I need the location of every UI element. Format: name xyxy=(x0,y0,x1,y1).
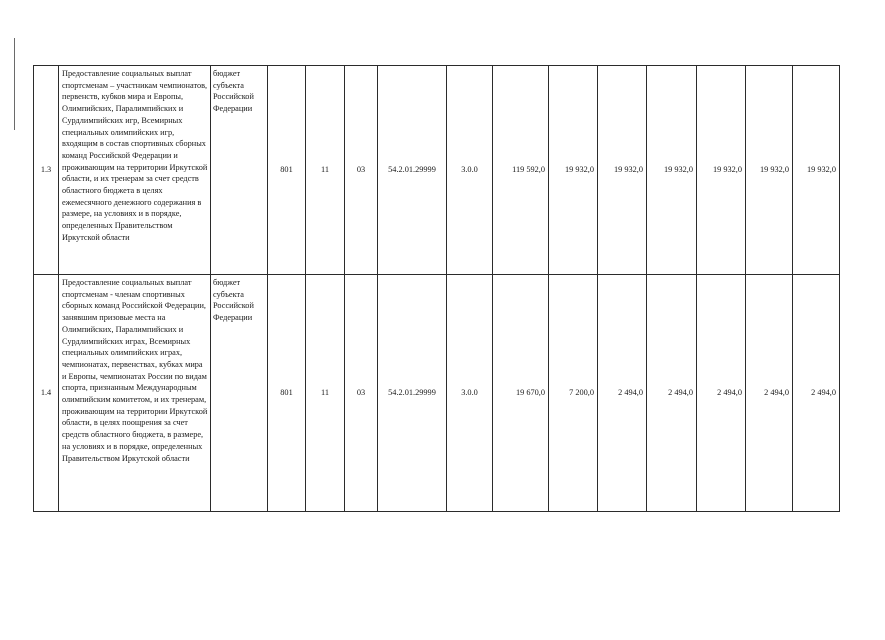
target-article-code: 54.2.01.29999 xyxy=(378,66,447,275)
year-amount-5: 2 494,0 xyxy=(746,275,793,512)
year-amount-2: 2 494,0 xyxy=(598,275,647,512)
budget-allocation-table xyxy=(33,65,840,512)
subsection-code: 03 xyxy=(345,275,378,512)
expense-type-code: 3.0.0 xyxy=(447,66,493,275)
section-code: 11 xyxy=(306,66,345,275)
total-amount: 19 670,0 xyxy=(493,275,549,512)
table-row xyxy=(34,66,840,275)
year-amount-5: 19 932,0 xyxy=(746,66,793,275)
grbs-code: 801 xyxy=(268,66,306,275)
year-amount-2: 19 932,0 xyxy=(598,66,647,275)
year-amount-4: 2 494,0 xyxy=(697,275,746,512)
funding-source: бюджет субъекта Российской Федерации xyxy=(211,66,268,275)
subsection-code: 03 xyxy=(345,66,378,275)
funding-source: бюджет субъекта Российской Федерации xyxy=(211,275,268,512)
margin-binding-line xyxy=(14,38,15,130)
year-amount-1: 19 932,0 xyxy=(549,66,598,275)
expense-type-code: 3.0.0 xyxy=(447,275,493,512)
year-amount-3: 2 494,0 xyxy=(647,275,697,512)
year-amount-6: 2 494,0 xyxy=(793,275,840,512)
target-article-code: 54.2.01.29999 xyxy=(378,275,447,512)
grbs-code: 801 xyxy=(268,275,306,512)
measure-description: Предоставление социальных выплат спортсменам - членам спортивных сборных команд Российской Федерации, занявшим призовые места на Олимпийских, Паралимпийских и Сурдлимпийских играх, Всемирных специальных олимпийских играх, чемпионатах, первенствах, кубках мира и Европы, чемпионатах России по видам спорта, признанным Международным олимпийским комитетом, и их тренерам, проживающим на территории Иркутской области, в целях поощрения за счет средств областного бюджета, в размере, на условиях и в порядке, определенных Правительством Иркутской области xyxy=(59,275,211,512)
total-amount: 119 592,0 xyxy=(493,66,549,275)
table-row xyxy=(34,275,840,512)
section-code: 11 xyxy=(306,275,345,512)
year-amount-4: 19 932,0 xyxy=(697,66,746,275)
year-amount-6: 19 932,0 xyxy=(793,66,840,275)
row-number: 1.3 xyxy=(34,66,59,275)
year-amount-1: 7 200,0 xyxy=(549,275,598,512)
measure-description: Предоставление социальных выплат спортсменам – участникам чемпионатов, первенств, кубков мира и Европы, Олимпийских, Паралимпийских и Сурдлимпийских игр, Всемирных специальных олимпийских игр, входящим в состав спортивных сборных команд Российской Федерации и проживающим на территории Иркутской области, и их тренерам за счет средств областного бюджета в целях ежемесячного денежного содержания в размере, на условиях и в порядке, определенных Правительством Иркутской области xyxy=(59,66,211,275)
year-amount-3: 19 932,0 xyxy=(647,66,697,275)
row-number: 1.4 xyxy=(34,275,59,512)
